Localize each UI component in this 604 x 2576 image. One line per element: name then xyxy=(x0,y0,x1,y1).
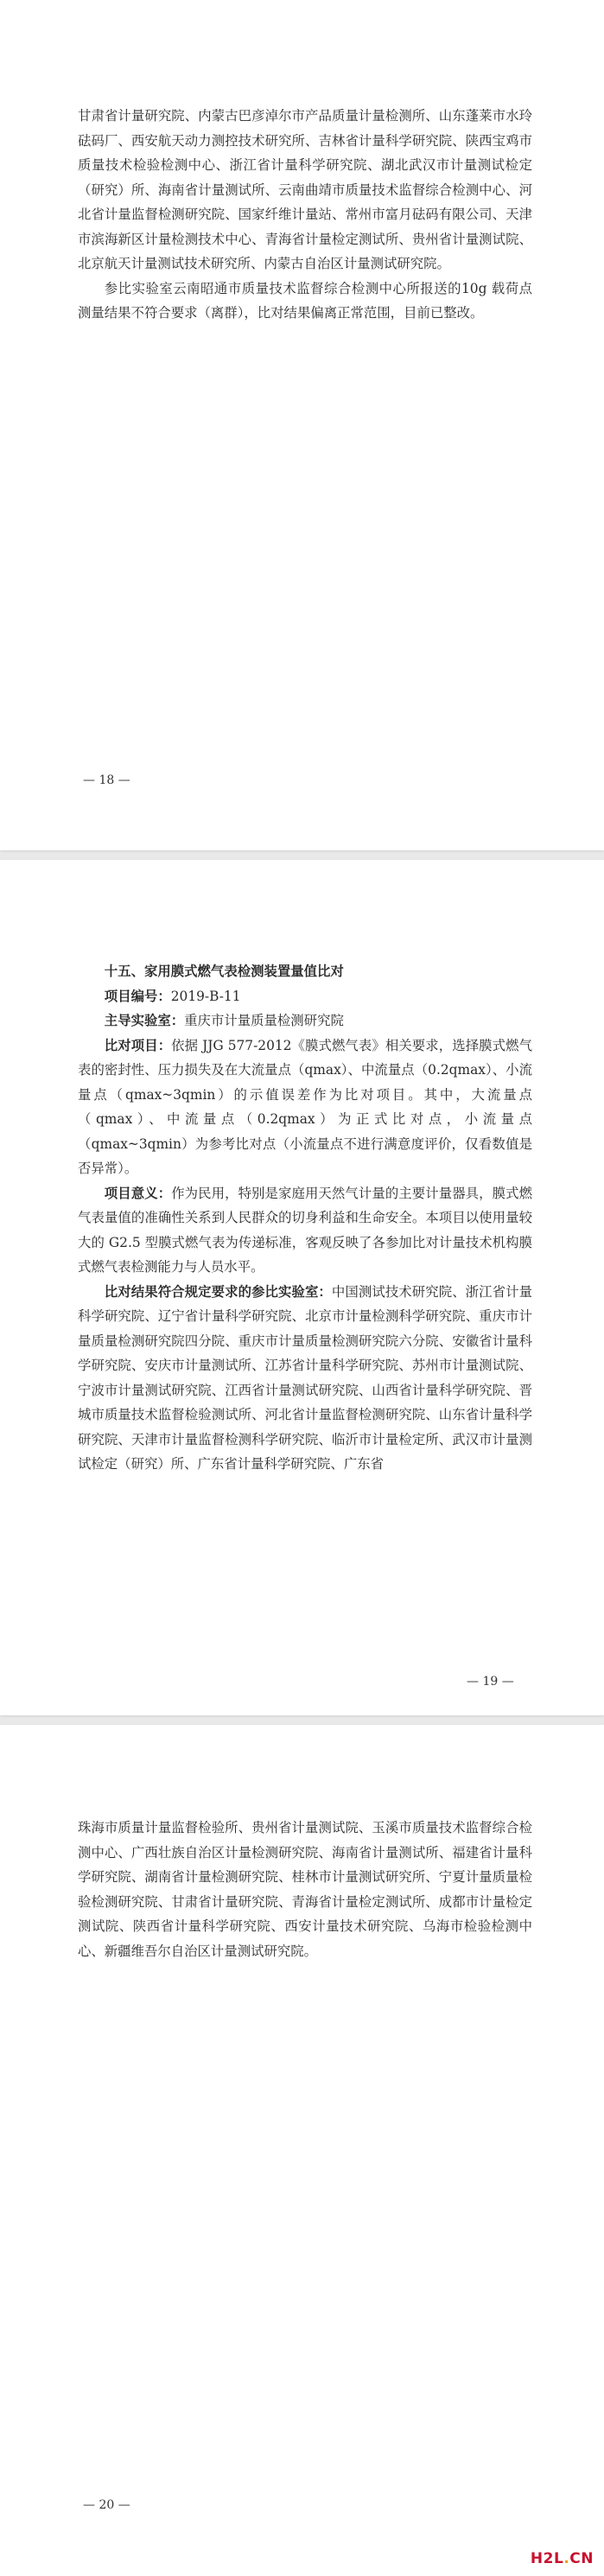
project-number-value: 2019-B-11 xyxy=(170,988,241,1004)
watermark-suffix: CN xyxy=(569,2550,594,2567)
site-watermark xyxy=(531,2550,594,2567)
lead-lab-value: 重庆市计量质量检测研究院 xyxy=(184,1013,344,1028)
page-number: — 20 — xyxy=(83,2498,130,2512)
participant-labs xyxy=(78,1280,532,1477)
project-number xyxy=(78,984,532,1009)
document-page-19 xyxy=(0,860,604,1715)
document-page-20 xyxy=(0,1725,604,2576)
significance-value: 作为民用，特别是家庭用天然气计量的主要计量器具，膜式燃气表量值的准确性关系到人民群众的切身利益和生命安全。本项目以使用量较大的 G2.5 型膜式燃气表为传递标准，客观反映了各参加比对计量技术机构膜式燃气表检测能力与人员水平。 xyxy=(78,1185,532,1275)
project-number-label: 项目编号： xyxy=(104,988,171,1004)
page-number: — 18 — xyxy=(83,773,130,787)
paragraph-outlier-note: 参比实验室云南昭通市质量技术监督综合检测中心所报送的10g 载荷点测量结果不符合要求（离群），比对结果偏离正常范围，目前已整改。 xyxy=(78,280,532,321)
project-significance xyxy=(78,1181,532,1280)
comparison-item xyxy=(78,1034,532,1181)
document-page-18 xyxy=(0,0,604,850)
lead-lab xyxy=(78,1008,532,1034)
paragraph-continued-labs: 珠海市质量计量监督检验所、贵州省计量测试院、玉溪市质量技术监督综合检测中心、广西壮族自治区计量检测研究院、海南省计量测试所、福建省计量科学研究院、湖南省计量检测研究院、桂林市计量测试研究所、宁夏计量质量检验检测研究院、甘肃省计量研究院、青海省计量检定测试所、成都市计量检定测试院、陕西省计量科学研究院、西安计量技术研究院、乌海市检验检测中心、新疆维吾尔自治区计量测试研究院。 xyxy=(78,1820,532,1959)
comparison-item-value: 依据 JJG 577-2012《膜式燃气表》相关要求，选择膜式燃气表的密封性、压力损失及在大流量点（qmax）、中流量点（0.2qmax）、小流量点（qmax~3qmin）的示值误差作为比对项目。其中，大流量点（qmax）、中流量点（0.2qmax）为正式比对点，小流量点（qmax~3qmin）为参考比对点（小流量点不进行满意度评价，仅看数值是否异常）。 xyxy=(78,1037,532,1176)
page-20-body xyxy=(78,1816,532,1963)
comparison-item-label: 比对项目： xyxy=(104,1037,172,1053)
paragraph-continued-labs: 甘肃省计量研究院、内蒙古巴彦淖尔市产品质量计量检测所、山东蓬莱市水玲砝码厂、西安航天动力测控技术研究所、吉林省计量科学研究院、陕西宝鸡市质量技术检验检测中心、浙江省计量科学研究院、湖北武汉市计量测试检定（研究）所、海南省计量测试所、云南曲靖市质量技术监督综合检测中心、河北省计量监督检测研究院、国家纤维计量站、常州市富月砝码有限公司、天津市滨海新区计量检测技术中心、青海省计量检定测试所、贵州省计量测试院、北京航天计量测试技术研究所、内蒙古自治区计量测试研究院。 xyxy=(78,108,532,271)
participants-label: 比对结果符合规定要求的参比实验室： xyxy=(104,1283,332,1300)
watermark-main: H2L xyxy=(530,2550,564,2567)
participants-value: 中国测试技术研究院、浙江省计量科学研究院、辽宁省计量科学研究院、北京市计量检测科学研究院、重庆市计量质量检测研究院四分院、重庆市计量质量检测研究院六分院、安徽省计量科学研究院、安庆市计量测试所、江苏省计量科学研究院、苏州市计量测试院、宁波市计量测试研究院、江西省计量测试研究院、山西省计量科学研究院、晋城市质量技术监督检验测试所、河北省计量监督检测研究院、山东省计量科学研究院、天津市计量监督检测科学研究院、临沂市计量检定所、武汉市计量测试检定（研究）所、广东省计量科学研究院、广东省 xyxy=(78,1283,532,1472)
page-19-body xyxy=(78,959,532,1477)
page-number: — 19 — xyxy=(467,1675,514,1689)
significance-label: 项目意义： xyxy=(104,1185,172,1201)
section-title: 十五、家用膜式燃气表检测装置量值比对 xyxy=(104,964,344,979)
page-18-body xyxy=(78,104,532,326)
lead-lab-label: 主导实验室： xyxy=(104,1013,185,1028)
watermark-dot: . xyxy=(563,2550,570,2567)
